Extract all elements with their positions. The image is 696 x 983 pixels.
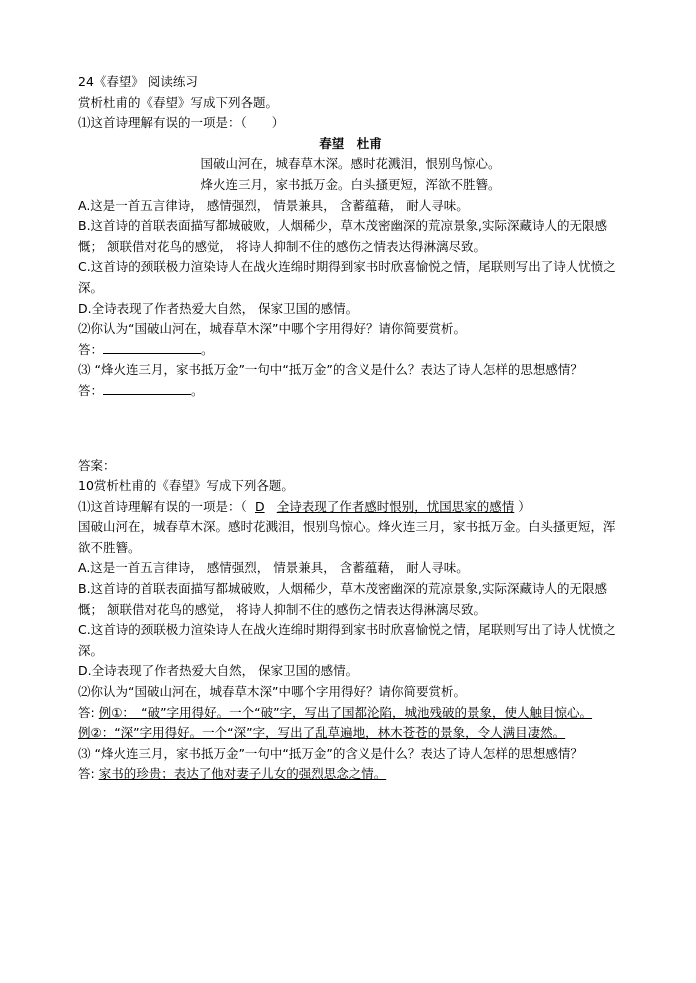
answers-answer-2-ex1 [78, 703, 623, 724]
q1-answer-letter: D [254, 498, 265, 514]
answers-label: 答案： [78, 457, 116, 473]
q1-answer-note: 全诗表现了作者感时恨别，忧国思家的感情 [276, 498, 515, 514]
option-c: C.这首诗的颈联极力渲染诗人在战火连绵时期得到家书时欣喜愉悦之情，尾联则写出了诗人忧愤之深。 [78, 259, 616, 295]
instruction: 赏析杜甫的《春望》写成下列各题。 [78, 94, 279, 110]
answers-poem: 国破山河在，城春草木深。感时花溅泪，恨别鸟惊心。烽火连三月，家书抵万金。白头搔更短，浑欲不胜簪。 [78, 519, 616, 555]
answer-blank[interactable] [103, 382, 191, 395]
option-b: B.这首诗的首联表面描写都城破败，人烟稀少，草木茂密幽深的荒凉景象,实际深藏诗人的无限感慨； 颔联借对花鸟的感觉， 将诗人抑制不住的感伤之情表达得淋漓尽致。 [78, 218, 608, 254]
answers-option-b: B.这首诗的首联表面描写都城破败，人烟稀少，草木茂密幽深的荒凉景象,实际深藏诗人的无限感慨； 颔联借对花鸟的感觉， 将诗人抑制不住的感伤之情表达得淋漓尽致。 [78, 581, 608, 617]
question-1: ⑴这首诗理解有误的一项是：（ ） [78, 115, 285, 131]
q1-prefix: ⑴这首诗理解有误的一项是：（ [78, 498, 247, 514]
answer-end: 。 [201, 341, 214, 357]
answer-blank[interactable] [103, 341, 201, 354]
answer-prefix: 答: [78, 704, 99, 720]
answers-option-d: D.全诗表现了作者热爱大自然， 保家卫国的感情。 [78, 663, 359, 679]
answers-answer-2-ex2: 例②：“深”字用得好。一个“深”字，写出了乱草遍地，林木苍苍的景象，令人满目凄然。 [78, 725, 566, 741]
answers-question-1 [78, 497, 623, 518]
question-3: ⑶ “烽火连三月，家书抵万金”一句中“抵万金”的含义是什么？表达了诗人怎样的思想感情？ [78, 362, 583, 378]
option-a: A.这是一首五言律诗， 感情强烈， 情景兼具， 含蓄蕴藉， 耐人寻味。 [78, 197, 469, 213]
answers-option-c: C.这首诗的颈联极力渲染诗人在战火连绵时期得到家书时欣喜愉悦之情，尾联则写出了诗人忧愤之深。 [78, 622, 616, 658]
question-2: ⑵你认为“国破山河在，城春草木深”中哪个字用得好？请你简要赏析。 [78, 321, 466, 337]
answer-prefix: 答： [78, 382, 104, 398]
answer-end: 。 [191, 382, 204, 398]
answers-question-2: ⑵你认为“国破山河在，城春草木深”中哪个字用得好？请你简要赏析。 [78, 684, 466, 700]
answers-instruction: 10赏析杜甫的《春望》写成下列各题。 [78, 478, 294, 494]
option-d: D.全诗表现了作者热爱大自然， 保家卫国的感情。 [78, 300, 359, 316]
answers-option-a: A.这是一首五言律诗， 感情强烈， 情景兼具， 含蓄蕴藉， 耐人寻味。 [78, 560, 469, 576]
answers-answer-3 [78, 764, 623, 785]
answer-3-line [78, 381, 623, 402]
answer-example-1: 例①： “破”字用得好。一个“破”字，写出了国都沦陷，城池残破的景象，使人触目惊心。 [98, 704, 593, 720]
answer-prefix: 答： [78, 341, 104, 357]
poem-line-2: 烽火连三月，家书抵万金。白头搔更短，浑欲不胜簪。 [200, 176, 501, 192]
q1-suffix: ） [518, 498, 531, 514]
poem-title: 春望 杜甫 [319, 135, 382, 151]
answer-3-text: 家书的珍贵；表达了他对妻子儿女的强烈思念之情。 [98, 766, 387, 782]
worksheet-title: 24《春望》 阅读练习 [78, 74, 198, 89]
section-gap [78, 402, 623, 456]
poem-line-1: 国破山河在，城春草木深。感时花溅泪，恨别鸟惊心。 [200, 156, 501, 172]
answer-2-line [78, 340, 623, 361]
answer-prefix: 答: [78, 766, 99, 782]
answers-question-3: ⑶ “烽火连三月，家书抵万金”一句中“抵万金”的含义是什么？表达了诗人怎样的思想感情？ [78, 745, 583, 761]
document-content [78, 72, 623, 785]
